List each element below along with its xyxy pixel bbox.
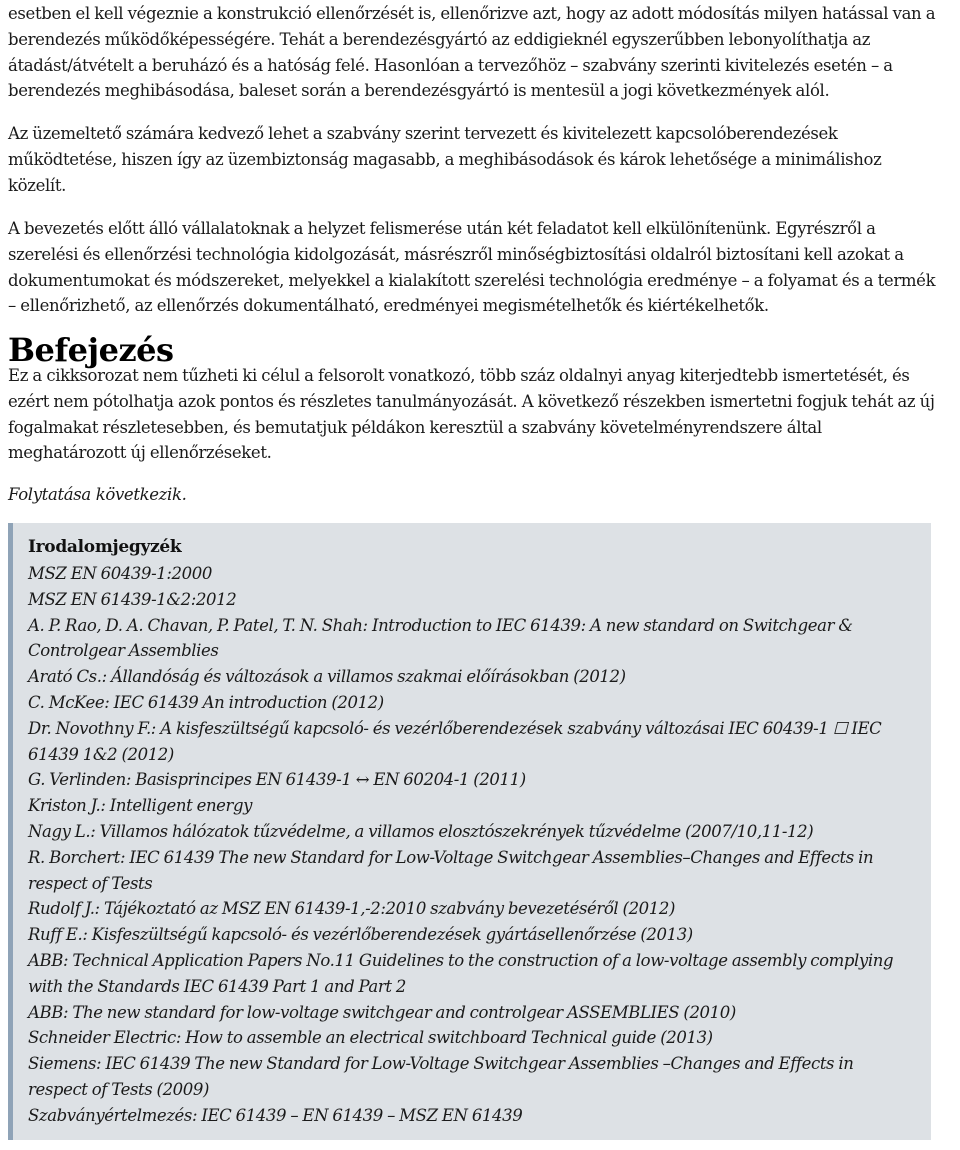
reference-item: ABB: Technical Application Papers No.11 Guidelines to the construction of a low-voltage assembly complying with the Standards IEC 61439 Part 1 and Part 2 [28, 950, 894, 996]
body-paragraph-3: A bevezetés előtt álló vállalatoknak a helyzet felismerése után két feladatot kell elkülönítenünk. Egyrészről a szerelési és ellenőrzési technológia kidolgozását, másrészről minőségbiztosítási oldalról biztosítani kell azokat a dokumentumokat és módszereket, melyekkel a kialakított szerelési technológia eredménye – a folyamat és a termék – ellenőrizhető, az ellenőrzés dokumentálható, eredményei megismételhetők és kiértékelhetők. [8, 219, 936, 316]
references-box [8, 523, 931, 1140]
reference-item: A. P. Rao, D. A. Chavan, P. Patel, T. N. Shah: Introduction to IEC 61439: A new standard on Switchgear & Controlgear Assemblies [28, 615, 853, 661]
reference-item: Szabványértelmezés: IEC 61439 – EN 61439 – MSZ EN 61439 [28, 1105, 523, 1125]
reference-item: G. Verlinden: Basisprincipes EN 61439-1 ↔ EN 60204-1 (2011) [28, 770, 526, 790]
reference-item: Rudolf J.: Tájékoztató az MSZ EN 61439-1,-2:2010 szabvány bevezetéséről (2012) [28, 899, 676, 919]
body-paragraph-2: Az üzemeltető számára kedvező lehet a szabvány szerint tervezett és kivitelezett kapcsolóberendezések működtetése, hiszen így az üzembiztonság magasabb, a meghibásodások és károk lehetősége a minimálishoz közelít. [8, 124, 882, 195]
reference-item: Siemens: IEC 61439 The new Standard for Low-Voltage Switchgear Assemblies –Changes and Effects in respect of Tests (2009) [28, 1054, 854, 1099]
section-heading-conclusion: Befejezés [8, 331, 174, 369]
reference-item: Dr. Novothny F.: A kisfeszültségű kapcsoló- és vezérlőberendezések szabvány változásai IEC 60439-1 ☐ IEC 61439 1&2 (2012) [28, 718, 882, 764]
reference-item: Schneider Electric: How to assemble an electrical switchboard Technical guide (2013) [28, 1028, 713, 1048]
conclusion-paragraph: Ez a cikksorozat nem tűzheti ki célul a felsorolt vonatkozó, több száz oldalnyi anyag kiterjedtebb ismertetését, és ezért nem pótolhatja azok pontos és részletes tanulmányozását. A következő részekben ismertetni fogjuk tehát az új fogalmakat részletesebben, és bemutatjuk példákon keresztül a szabvány követelményrendszere által meghatározott új ellenőrzéseket. [8, 366, 935, 463]
reference-item: C. McKee: IEC 61439 An introduction (2012) [28, 692, 384, 712]
references-list [28, 561, 908, 1129]
reference-item: Nagy L.: Villamos hálózatok tűzvédelme, a villamos elosztószekrények tűzvédelme (2007/10,11-12) [28, 821, 814, 841]
references-title: Irodalomjegyzék [28, 537, 182, 557]
body-paragraph-1: esetben el kell végeznie a konstrukció ellenőrzését is, ellenőrizve azt, hogy az adott módosítás milyen hatással van a berendezés működőképességére. Tehát a berendezésgyártó az eddigieknél egyszerűbben lebonyolíthatja az átadást/átvételt a beruházó és a hatóság felé. Hasonlóan a tervezőhöz – szabvány szerinti kivitelezés esetén – a berendezés meghibásodása, baleset során a berendezésgyártó is mentesül a jogi következmények alól. [8, 4, 936, 101]
reference-item: MSZ EN 60439-1:2000 [28, 564, 212, 583]
reference-item: ABB: The new standard for low-voltage switchgear and controlgear ASSEMBLIES (2010) [28, 1002, 736, 1022]
continuation-note: Folytatása következik. [8, 485, 187, 504]
reference-item: Kriston J.: Intelligent energy [28, 796, 253, 816]
reference-item: MSZ EN 61439-1&2:2012 [28, 589, 237, 609]
reference-item: R. Borchert: IEC 61439 The new Standard for Low-Voltage Switchgear Assemblies–Changes and Effects in respect of Tests [28, 847, 874, 893]
reference-item: Ruff E.: Kisfeszültségű kapcsoló- és vezérlőberendezések gyártásellenőrzése (2013) [28, 925, 693, 945]
reference-item: Arató Cs.: Állandóság és változások a villamos szakmai előírásokban (2012) [28, 667, 626, 687]
